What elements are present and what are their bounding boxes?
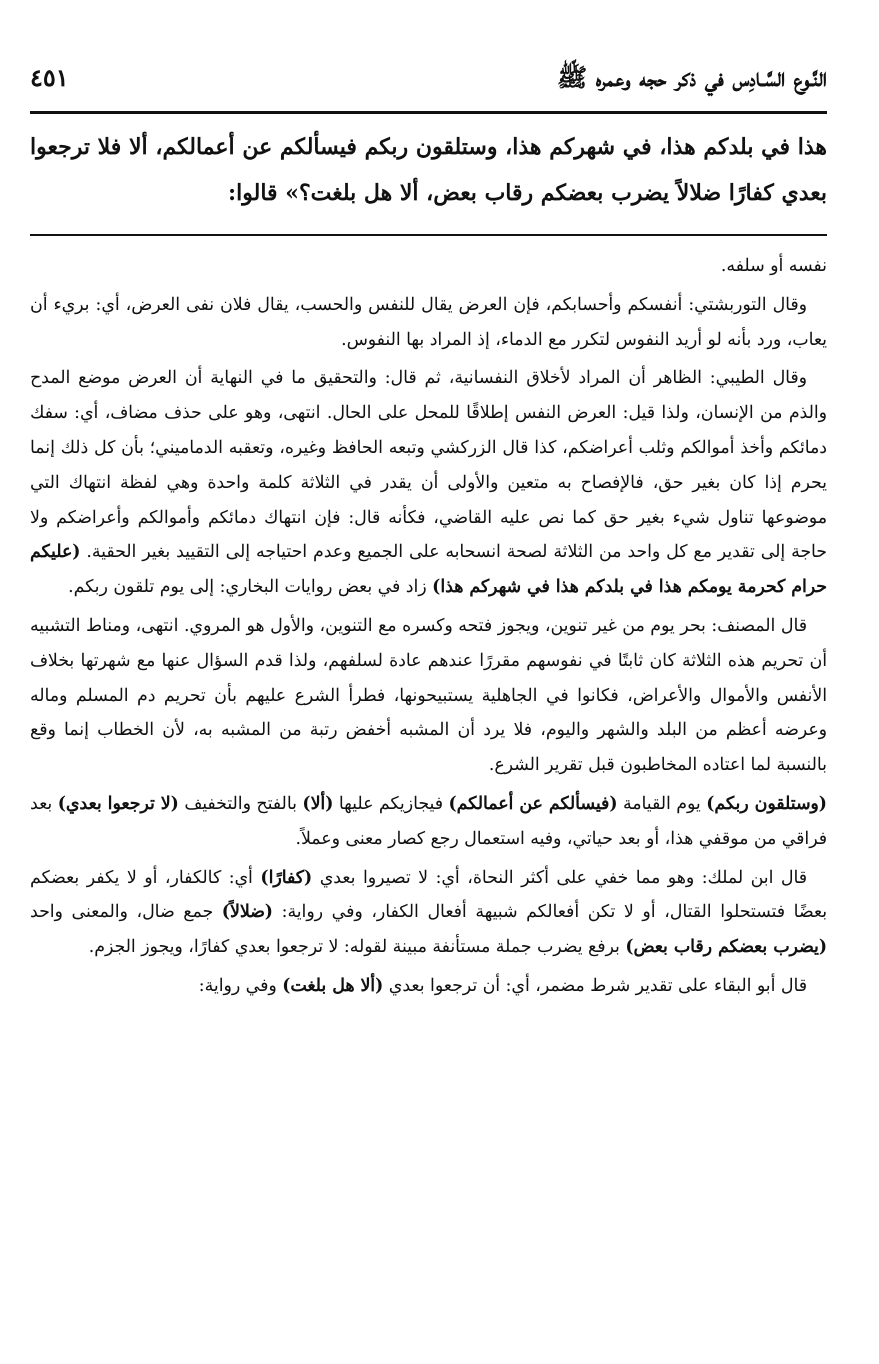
commentary-text: جمع ضال، والمعنى واحد: [30, 902, 214, 923]
quoted-hadith-phrase: (ضلالاً): [221, 902, 273, 923]
commentary-text: نفسه أو سلفه.: [720, 256, 827, 276]
running-header: [30, 62, 827, 102]
commentary-text: بالفتح والتخفيف: [184, 793, 297, 814]
commentary-paragraph: [30, 609, 827, 783]
commentary-text: أي: كالكفار، أو لا يكفر بعضكم بعضًا فتستحلوا القتال، أو لا تكن أفعالكم شبيهة أفعال الكفار، وفي رواية:: [30, 867, 828, 923]
commentary-section: [30, 249, 827, 1008]
quoted-hadith-phrase: (يضرب بعضكم رقاب بعض): [625, 937, 827, 958]
commentary-paragraph: [30, 361, 827, 605]
chapter-title: النَّـوع السَّـادِس في ذكر حجه وعمره ﷺ: [556, 63, 827, 92]
commentary-text: زاد في بعض روايات البخاري: إلى يوم تلقون ربكم.: [68, 577, 427, 598]
commentary-text: قال ابن لملك: وهو مما خفي على أكثر النحاة، أي: لا تصيروا بعدي: [319, 867, 807, 888]
footnote-separator: [30, 234, 827, 236]
commentary-paragraph: [30, 288, 827, 358]
quoted-hadith-phrase: (كفارًا): [260, 867, 313, 888]
commentary-paragraph: [30, 249, 827, 284]
book-page: [30, 0, 827, 1364]
quoted-hadith-phrase: (ألا هل بلغت): [282, 975, 384, 996]
commentary-text: بعد فراقي من موقفي هذا، أو بعد حياتي، وفيه استعمال رجع كصار معنى وعملاً.: [30, 793, 827, 849]
commentary-text: فيجازيكم عليها: [338, 793, 443, 814]
quoted-hadith-phrase: (لا ترجعوا بعدي): [57, 793, 179, 814]
quoted-hadith-phrase: (ألا): [302, 793, 334, 814]
commentary-paragraph: [30, 861, 827, 965]
page-number: ٤٥١: [30, 63, 69, 92]
commentary-text: برفع يضرب جملة مستأنفة مبينة لقوله: لا ترجعوا بعدي كفارًا، ويجوز الجزم.: [88, 937, 620, 958]
commentary-text: قال المصنف: بحر يوم من غير تنوين، ويجوز فتحه وكسره مع التنوين، والأول هو المروي. انتهى، ومناط التشبيه أن تحريم هذه الثلاثة كان ثابتًا في نفوسهم مقررًا عندهم عادة لسلفهم، ولذا قدم السؤال عنها مع شهرتها بخلاف الأنفس والأموال والأعراض، فكانوا في الجاهلية يستبيحونها، فطرأ الشرع عليهم بأن تحريم دم المسلم وماله وعرضه أعظم من البلد والشهر واليوم، فلا يرد أن المشبه أخفض رتبة من المشبه به، لأن الخطاب إنما وقع بالنسبة لما اعتاده المخاطبون قبل تقرير الشرع.: [30, 615, 827, 776]
quoted-hadith-phrase: (فيسألكم عن أعمالكم): [448, 793, 618, 814]
commentary-text: وقال الطيبي: الظاهر أن المراد لأخلاق النفسانية، ثم قال: والتحقيق ما في النهاية أن العرض موضع المدح والذم من الإنسان، ولذا قيل: العرض النفس إطلاقًا للمحل على الحال. انتهى، وهو على حذف مضاف، أي: سفك دمائكم وأخذ أموالكم وثلب أعراضكم، كذا قال الزركشي وتبعه الحافظ وغيره، وتعقبه الدماميني؛ بأن كل ذلك إنما يحرم إذا كان بغير حق، فالإفصاح به متعين والأولى أن يقدر في الثلاثة كلمة واحدة وهي لفظة انتهاك التي موضوعها تناول شيء بغير حق كما نص عليه القاضي، فكأنه قال: فإن انتهاك دمائكم وأموالكم وأعراضكم ولا حاجة إلى تقدير مع كل واحد من الثلاثة لصحة انسحابه على الجميع وعدم احتياجه إلى التقييد بغير الحقية.: [30, 368, 827, 563]
commentary-paragraph: [30, 969, 827, 1004]
commentary-text: وفي رواية:: [198, 975, 277, 996]
commentary-text: وقال التوربشتي: أنفسكم وأحسابكم، فإن العرض يقال للنفس والحسب، يقال فلان نفى العرض، أي: بريء أن يعاب، ورد بأنه لو أريد النفوس لتكرر مع الدماء، إذ المراد بها النفوس.: [30, 294, 827, 350]
hadith-text: هذا في بلدكم هذا، في شهركم هذا، وستلقون ربكم فيسألكم عن أعمالكم، ألا فلا ترجعوا بعدي كفارًا ضلالاً يضرب بعضكم رقاب بعض، ألا هل بلغت؟» قالوا:: [30, 134, 827, 206]
commentary-text: يوم القيامة: [623, 793, 701, 814]
quoted-hadith-phrase: (عليكم حرام كحرمة يومكم هذا في بلدكم هذا في شهركم هذا): [30, 542, 827, 598]
header-rule: [30, 111, 827, 114]
commentary-paragraph: [30, 787, 827, 857]
quoted-hadith-phrase: (وستلقون ربكم): [706, 793, 827, 814]
commentary-text: قال أبو البقاء على تقدير شرط مضمر، أي: أن ترجعوا بعدي: [388, 975, 807, 996]
